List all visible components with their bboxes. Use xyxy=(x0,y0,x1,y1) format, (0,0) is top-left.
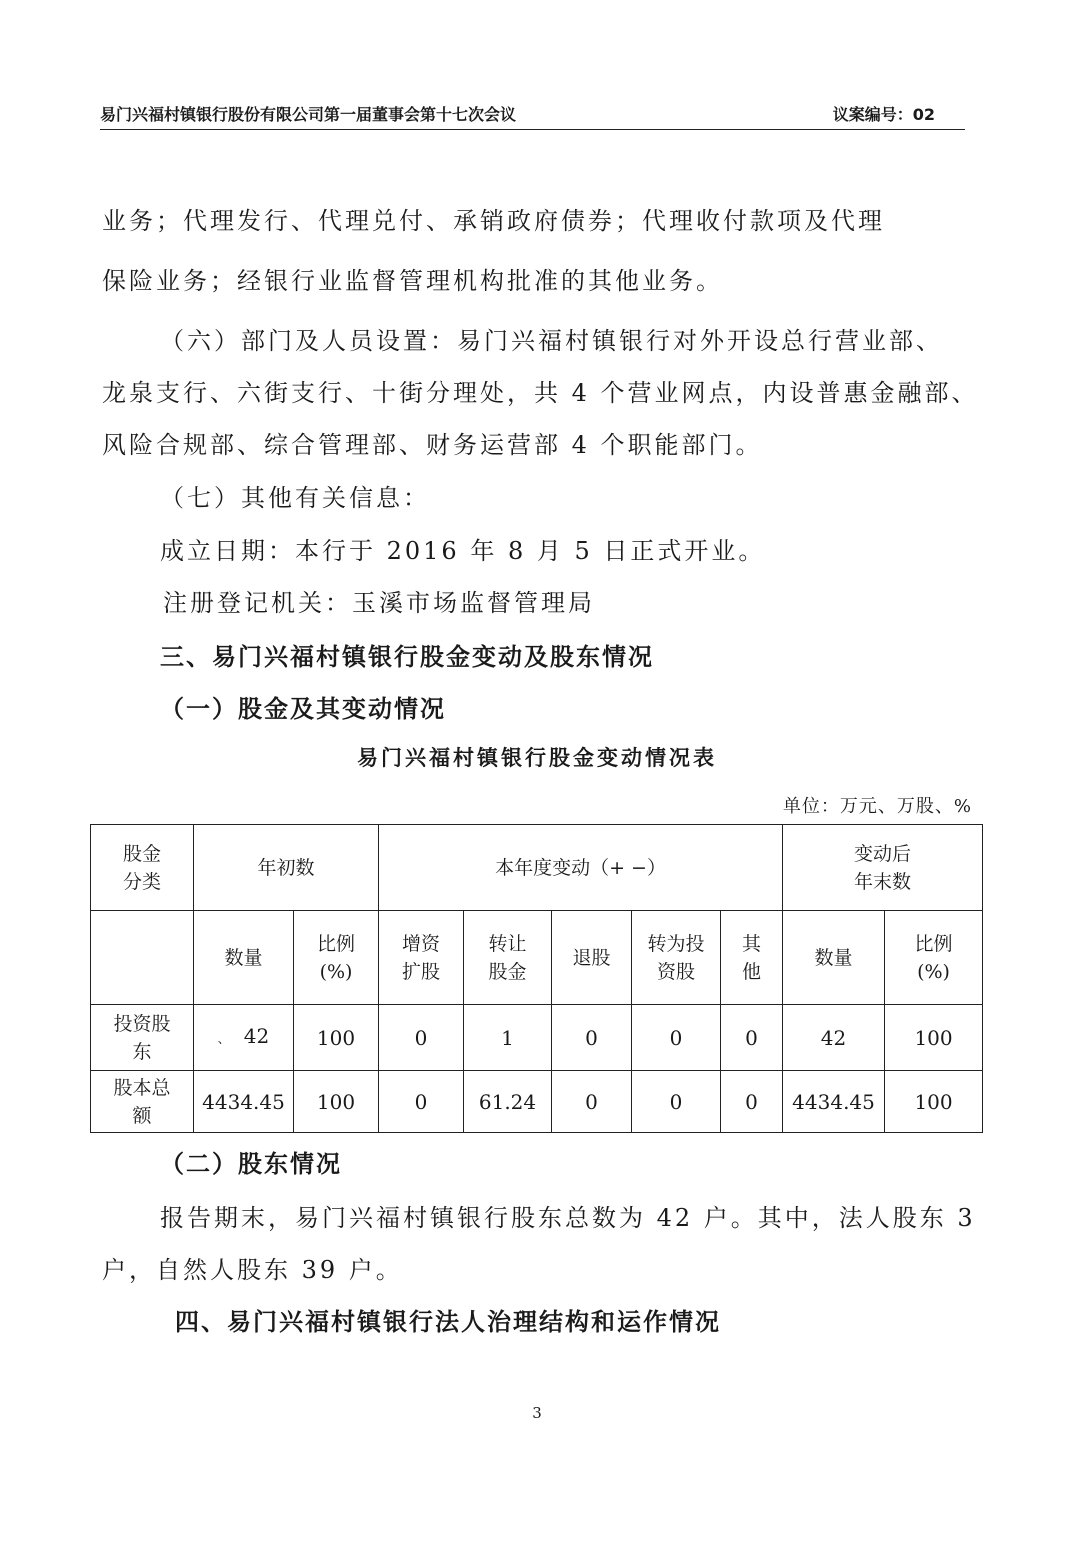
header-cell: 比例 (%) xyxy=(294,911,379,1005)
data-cell: 4434.45 xyxy=(194,1071,294,1133)
table-row xyxy=(91,1005,983,1071)
header-title: 易门兴福村镇银行股份有限公司第一届董事会第十七次会议 xyxy=(100,105,517,124)
paragraph-line: 保险业务；经银行业监督管理机构批准的其他业务。 xyxy=(102,267,723,295)
section-heading: 四、易门兴福村镇银行法人治理结构和运作情况 xyxy=(175,1308,721,1336)
data-cell: 0 xyxy=(721,1005,783,1071)
table-row xyxy=(91,1071,983,1133)
data-cell: 、 42 xyxy=(194,1005,294,1071)
data-cell: 0 xyxy=(552,1005,632,1071)
header-cell: 数量 xyxy=(194,911,294,1005)
header-cell: 比例 (%) xyxy=(885,911,983,1005)
paragraph-line: 业务；代理发行、代理兑付、承销政府债券；代理收付款项及代理 xyxy=(102,207,885,235)
paragraph-line: 注册登记机关：玉溪市场监督管理局 xyxy=(163,589,595,617)
data-cell: 42 xyxy=(783,1005,885,1071)
header-cell: 退股 xyxy=(552,911,632,1005)
data-cell: 0 xyxy=(632,1071,721,1133)
section-heading: 三、易门兴福村镇银行股金变动及股东情况 xyxy=(160,643,654,671)
data-cell: 0 xyxy=(552,1071,632,1133)
data-cell: 100 xyxy=(885,1071,983,1133)
equity-change-table xyxy=(90,824,983,1133)
paragraph-line: 户，自然人股东 39 户。 xyxy=(102,1256,403,1284)
header-cell: 本年度变动（+ −） xyxy=(379,825,783,911)
table-title: 易门兴福村镇银行股金变动情况表 xyxy=(357,746,717,770)
table-subheader-row xyxy=(91,911,983,1005)
header-cell: 变动后 年末数 xyxy=(783,825,983,911)
table-unit: 单位：万元、万股、% xyxy=(782,796,972,817)
paragraph-line: 成立日期：本行于 2016 年 8 月 5 日正式开业。 xyxy=(160,537,766,565)
data-cell: 100 xyxy=(885,1005,983,1071)
header-cell: 转为投 资股 xyxy=(632,911,721,1005)
data-cell: 100 xyxy=(294,1005,379,1071)
paragraph-line: 风险合规部、综合管理部、财务运营部 4 个职能部门。 xyxy=(102,431,763,459)
header-cell: 转让 股金 xyxy=(464,911,552,1005)
subsection-heading: （二）股东情况 xyxy=(160,1150,342,1178)
data-cell: 0 xyxy=(379,1005,464,1071)
data-cell: 0 xyxy=(632,1005,721,1071)
data-cell: 61.24 xyxy=(464,1071,552,1133)
header-cell: 数量 xyxy=(783,911,885,1005)
header-cell: 年初数 xyxy=(194,825,379,911)
row-label: 投资股 东 xyxy=(91,1005,194,1071)
table-header-row xyxy=(91,825,983,911)
data-cell: 1 xyxy=(464,1005,552,1071)
paragraph-line: （七）其他有关信息： xyxy=(160,484,430,512)
header-cell xyxy=(91,911,194,1005)
header-cell: 股金 分类 xyxy=(91,825,194,911)
paragraph-line: 龙泉支行、六街支行、十街分理处，共 4 个营业网点，内设普惠金融部、 xyxy=(102,379,979,407)
paragraph-line: 报告期末，易门兴福村镇银行股东总数为 42 户。其中，法人股东 3 xyxy=(160,1204,976,1232)
paragraph-line: （六）部门及人员设置：易门兴福村镇银行对外开设总行营业部、 xyxy=(160,327,943,355)
header-cell: 其 他 xyxy=(721,911,783,1005)
page-number: 3 xyxy=(532,1404,542,1422)
subsection-heading: （一）股金及其变动情况 xyxy=(160,695,446,723)
motion-number: 议案编号：02 xyxy=(832,105,935,124)
data-cell: 0 xyxy=(379,1071,464,1133)
header-cell: 增资 扩股 xyxy=(379,911,464,1005)
page-header xyxy=(100,99,965,130)
data-cell: 100 xyxy=(294,1071,379,1133)
data-cell: 4434.45 xyxy=(783,1071,885,1133)
row-label: 股本总 额 xyxy=(91,1071,194,1133)
data-cell: 0 xyxy=(721,1071,783,1133)
